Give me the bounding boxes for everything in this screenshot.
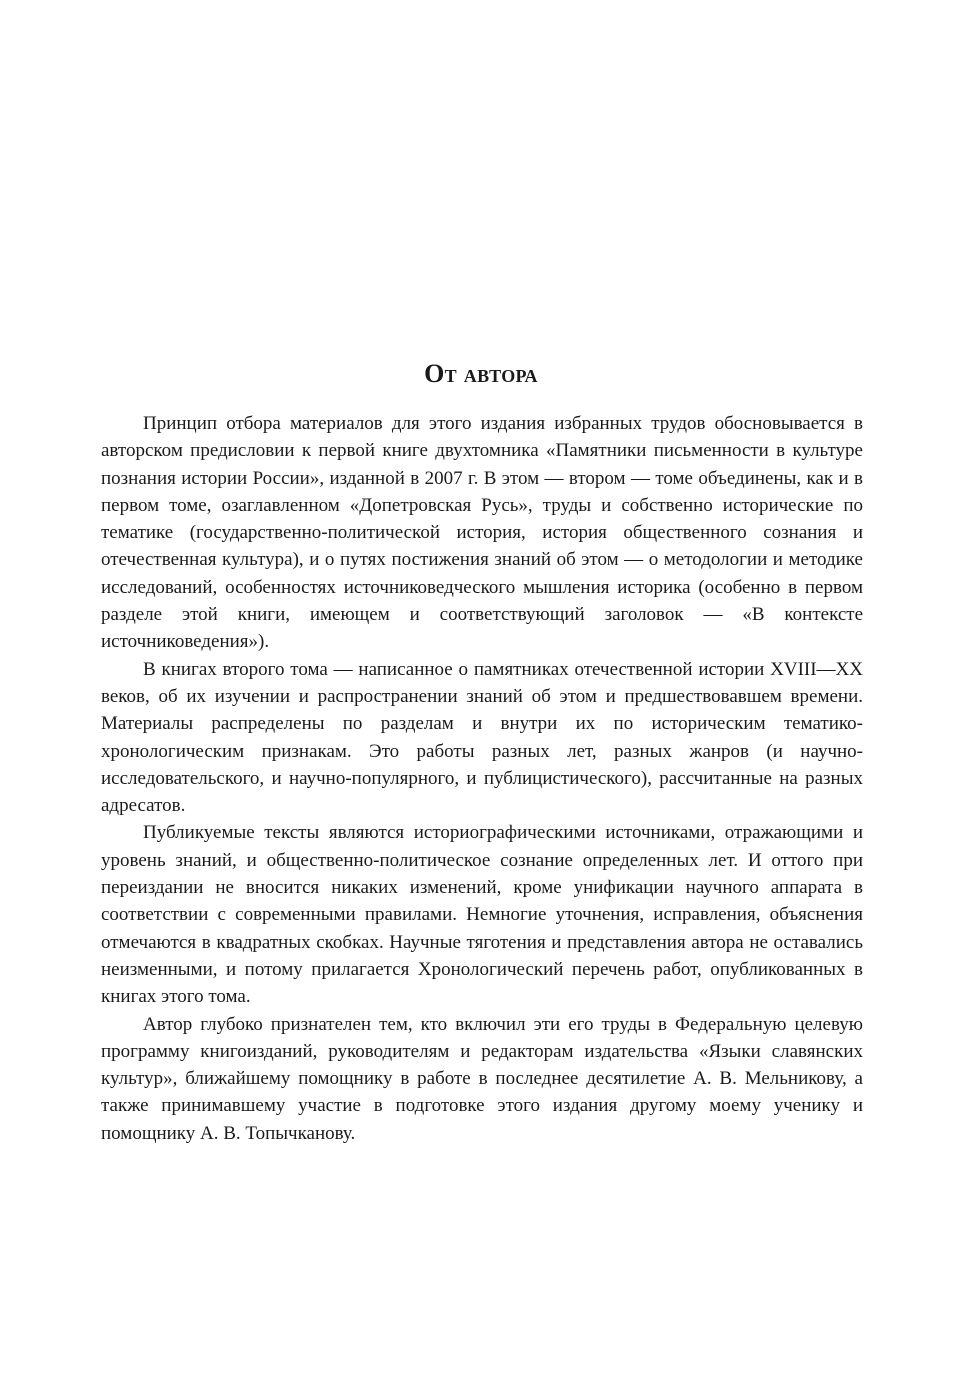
paragraph: Принцип отбора материалов для этого издания избранных трудов обосновывается в авторском предисловии к первой книге двухтомника «Памятники письменности в культуре познания истории России», изданной в 2007 г. В этом — втором — томе объединены, как и в первом томе, озаглавленном «Допетровская Русь», труды и собственно исторические по тематике (государственно-политической история, история общественного сознания и отечественная культура), и о путях постижения знаний об этом — о методологии и методике исследований, особенностях источниковедческого мышления историка (особенно в первом разделе этой книги, имеющем и соответствующий заголовок — «В контексте источниковедения»). [101, 413, 863, 653]
paragraph: Автор глубоко признателен тем, кто включил эти его труды в Федеральную целевую программу книгоизданий, руководителям и редакторам издательства «Языки славянских культур», ближайшему помощнику в работе в последнее десятилетие А. В. Мельникову, а также принимавшему участие в подготовке этого издания другому моему ученику и помощнику А. В. Топычканову. [101, 1013, 863, 1144]
preface-body [101, 410, 863, 1147]
paragraph: Публикуемые тексты являются историографическими источниками, отражающими и уровень знаний, и общественно-политическое сознание определенных лет. И оттого при переиздании не вносится никаких изменений, кроме унификации научного аппарата в соответствии с современными правилами. Немногие уточнения, исправления, объяснения отмечаются в квадратных скобках. Научные тяготения и представления автора не оставались неизменными, и потому прилагается Хронологический перечень работ, опубликованных в книгах этого тома. [101, 822, 863, 1008]
paragraph: В книгах второго тома — написанное о памятниках отечественной истории XVIII—XX веков, об их изучении и распространении знаний об этом и предшествовавшем времени. Материалы распределены по разделам и внутри их по историческим тематико-хронологическим признакам. Это работы разных лет, разных жанров (и научно-исследовательского, и научно-популярного, и публицистического), рассчитанные на разных адресатов. [101, 658, 863, 817]
section-title: От автора [424, 359, 538, 389]
